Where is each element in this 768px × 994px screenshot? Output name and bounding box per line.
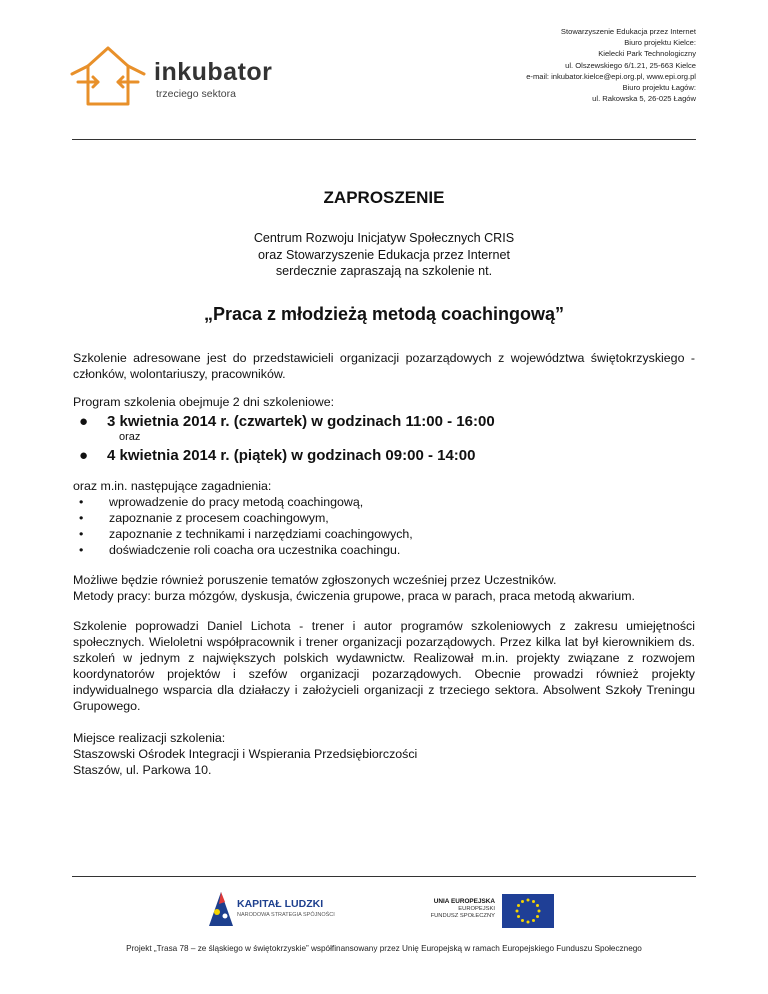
bullet-icon: • xyxy=(79,542,84,557)
topics-intro: oraz m.in. następujące zagadnienia: xyxy=(73,478,272,493)
address-line: e-mail: inkubator.kielce@epi.org.pl, www.epi.org.pl xyxy=(526,71,696,81)
eu-label xyxy=(425,898,495,921)
venue-line: Staszów, ul. Parkowa 10. xyxy=(73,762,212,777)
header-address xyxy=(526,26,696,104)
logo-subtitle: trzeciego sektora xyxy=(156,88,236,100)
organizer-block xyxy=(73,230,695,280)
eu-label-line: FUNDUSZ SPOŁECZNY xyxy=(430,913,495,919)
footer-divider xyxy=(72,876,696,877)
list-item: • wprowadzenie do pracy metodą coachingową, xyxy=(79,494,364,509)
address-line: Biuro projektu Kielce: xyxy=(624,38,696,48)
audience-paragraph: Szkolenie adresowane jest do przedstawicieli organizacji pozarządowych z województwa świętokrzyskiego - członków, wolontariuszy, pracowników. xyxy=(73,350,695,381)
organizer-line: oraz Stowarzyszenie Edukacja przez Internet xyxy=(258,247,510,262)
kapital-ludzki-logo xyxy=(207,888,357,932)
bullet-icon: ● xyxy=(79,412,89,430)
footer-note: Projekt „Trasa 78 – ze śląskiego w świętokrzyskie” współfinansowany przez Unię Europejską w ramach Europejskiego Funduszu Społecznego xyxy=(126,944,642,953)
day-one xyxy=(73,414,695,430)
address-line: Biuro projektu Łagów: xyxy=(622,83,696,93)
open-box-arrows-icon xyxy=(68,42,148,112)
organizer-line: Centrum Rozwoju Inicjatyw Społecznych CRIS xyxy=(253,231,515,245)
venue-line: Staszowski Ośrodek Integracji i Wspierania Przedsiębiorczości xyxy=(73,746,418,761)
kl-subtitle: NARODOWA STRATEGIA SPÓJNOŚCI xyxy=(237,912,335,918)
venue-line: Miejsce realizacji szkolenia: xyxy=(73,730,226,745)
address-line: Stowarzyszenie Edukacja przez Internet xyxy=(560,27,696,36)
bullet-icon: • xyxy=(79,526,84,541)
trainer-paragraph: Szkolenie poprowadzi Daniel Lichota - trener i autor programów szkoleniowych z zakresu umiejętności społecznych. Wieloletni współpracownik i trener organizacji pozarządowych. Przez kilka lat był kierownikiem ds. szkoleń w jednym z największych polskich wydawnictw. Realizował m.in. projekty związane z rozwojem koordynatorów projektów i szefów organizacji pozarządowych. Obecnie prowadzi również projekty indywidualnego wsparcia dla działaczy i założycieli organizacji z trzeciego sektora. Absolwent Szkoły Treningu Grupowego. xyxy=(73,618,695,713)
methods-line: Metody pracy: burza mózgów, dyskusja, ćwiczenia grupowe, praca w parach, praca metodą akwarium. xyxy=(73,588,635,603)
day-two-text: 4 kwietnia 2014 r. (piątek) w godzinach 09:00 - 14:00 xyxy=(107,446,476,464)
address-line: Kielecki Park Technologiczny xyxy=(598,49,696,59)
header-divider xyxy=(72,139,696,140)
bullet-icon: ● xyxy=(79,446,89,464)
address-line: ul. Rakowska 5, 26-025 Łagów xyxy=(592,94,696,104)
program-intro: Program szkolenia obejmuje 2 dni szkoleniowe: xyxy=(73,394,335,409)
organizer-line: serdecznie zapraszają na szkolenie nt. xyxy=(275,264,493,278)
day-one-text: 3 kwietnia 2014 r. (czwartek) w godzinach 11:00 - 16:00 xyxy=(107,412,495,430)
day-two xyxy=(73,448,695,464)
eu-flag-icon xyxy=(502,894,554,928)
venue-block xyxy=(73,730,695,778)
inkubator-logo xyxy=(68,42,273,112)
bullet-icon: • xyxy=(79,510,84,525)
topics-list xyxy=(73,494,695,558)
between-days: oraz xyxy=(119,430,141,443)
kl-name: KAPITAŁ LUDZKI xyxy=(237,898,324,910)
eu-label-line: UNIA EUROPEJSKA xyxy=(433,898,495,905)
extra-topics-line: Możliwe będzie również poruszenie tematów zgłoszonych wcześniej przez Uczestników. xyxy=(73,572,557,587)
eu-label-line: EUROPEJSKI xyxy=(458,905,495,912)
address-line: ul. Olszewskiego 6/1.21, 25-663 Kielce xyxy=(565,60,696,70)
training-title: „Praca z młodzieżą metodą coachingową” xyxy=(203,303,565,324)
list-item: • zapoznanie z procesem coachingowym, xyxy=(79,510,329,525)
document-body xyxy=(73,190,695,778)
list-item: • doświadczenie roli coacha ora uczestnika coachingu. xyxy=(79,542,401,557)
kapital-ludzki-emblem-icon xyxy=(207,888,235,928)
document-title: ZAPROSZENIE xyxy=(323,188,445,207)
bullet-icon: • xyxy=(79,494,84,509)
logo-name: inkubator xyxy=(154,58,273,86)
list-item: • zapoznanie z technikami i narzędziami coachingowych, xyxy=(79,526,413,541)
